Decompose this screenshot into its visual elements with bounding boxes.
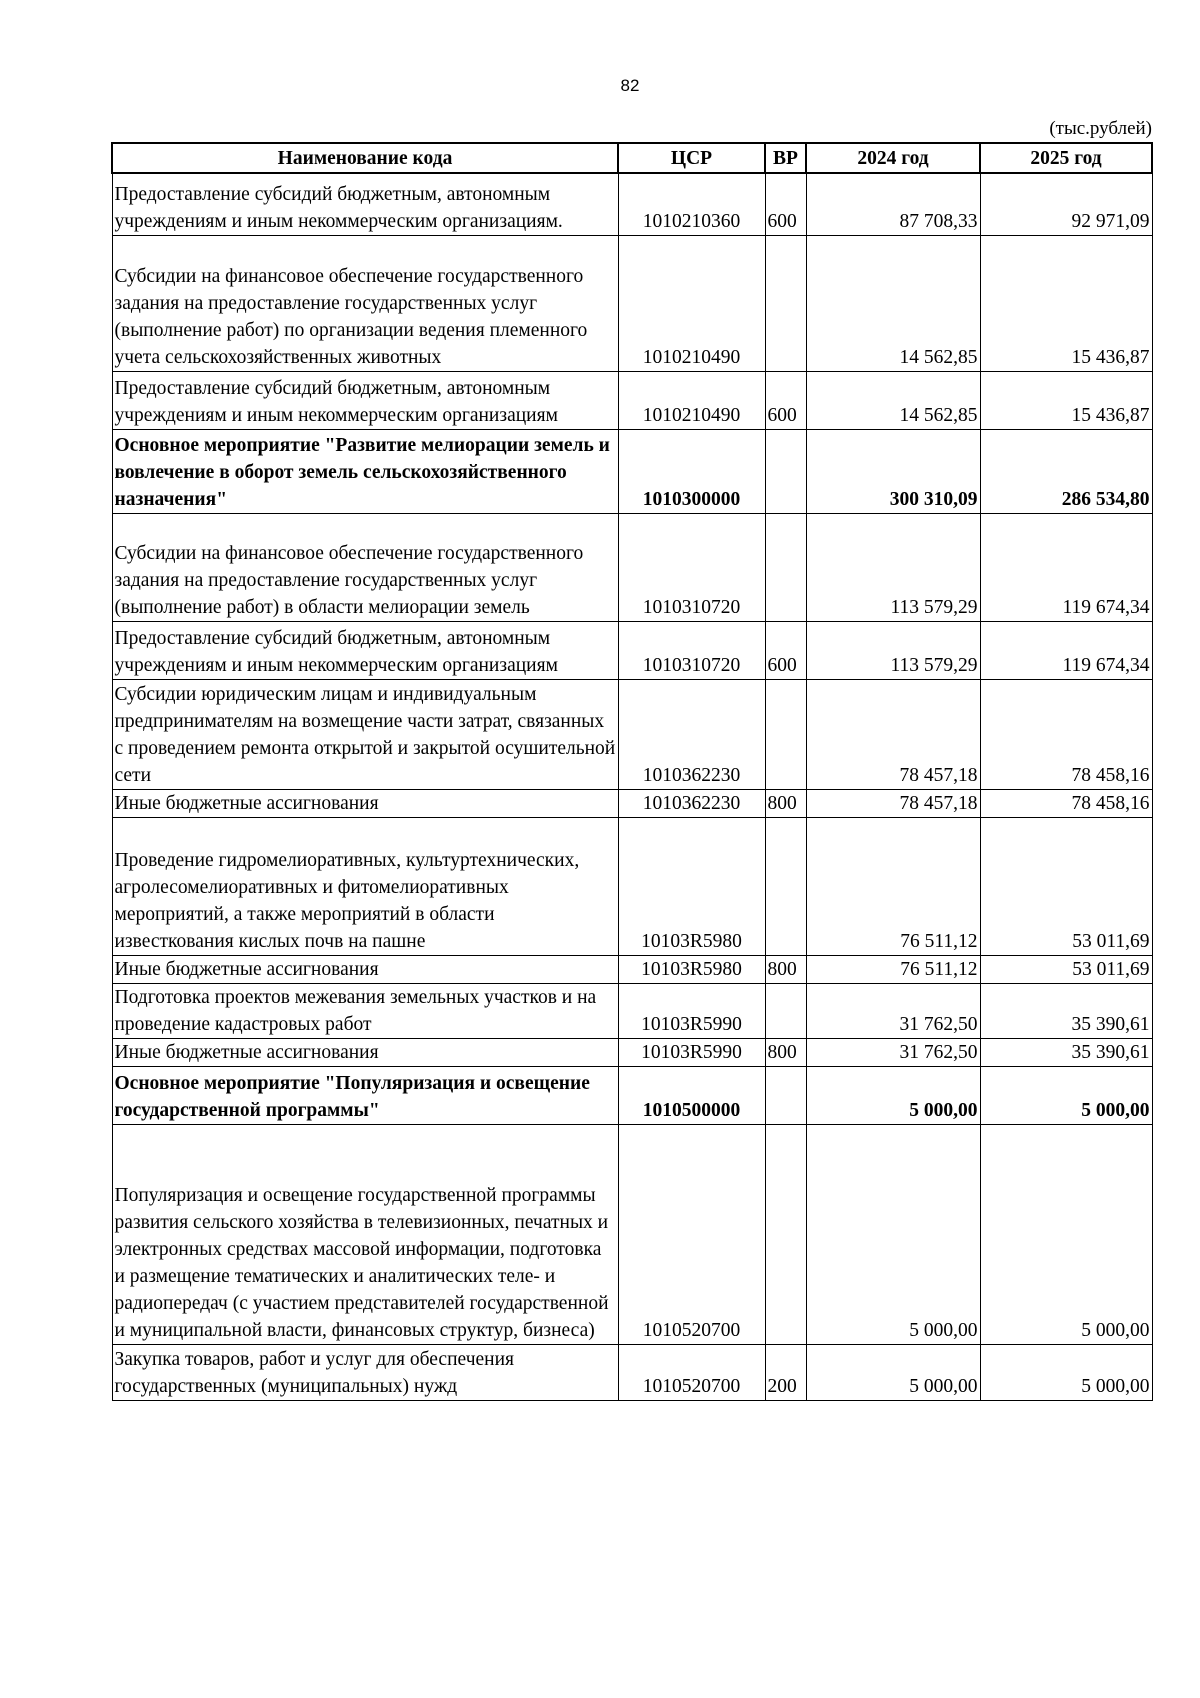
table-row	[112, 513, 1152, 621]
row-name-cell: Популяризация и освещение государственной программы развития сельского хозяйства в телевизионных, печатных и электронных средствах массовой информации, подготовка и размещение тематических и аналитических теле- и радиопередач (с участием представителей государственной и муниципальной власти, финансовых структур, бизнеса)	[112, 1124, 618, 1344]
row-2025-cell: 119 674,34	[980, 513, 1152, 621]
row-csr-cell: 1010210490	[618, 371, 765, 429]
row-vr-cell: 800	[765, 955, 806, 983]
budget-table	[111, 142, 1153, 1401]
header-csr: ЦСР	[618, 143, 765, 173]
header-2024: 2024 год	[806, 143, 980, 173]
row-vr-cell: 600	[765, 621, 806, 679]
row-csr-cell: 10103R5980	[618, 817, 765, 955]
row-name-cell: Иные бюджетные ассигнования	[112, 789, 618, 817]
row-name-cell: Закупка товаров, работ и услуг для обеспечения государственных (муниципальных) нужд	[112, 1344, 618, 1400]
table-row	[112, 235, 1152, 371]
table-row	[112, 371, 1152, 429]
row-2024-cell: 31 762,50	[806, 1038, 980, 1066]
row-csr-cell: 1010210490	[618, 235, 765, 371]
row-vr-cell: 800	[765, 789, 806, 817]
row-2024-cell: 87 708,33	[806, 173, 980, 235]
row-name-cell: Подготовка проектов межевания земельных участков и на проведение кадастровых работ	[112, 983, 618, 1038]
row-vr-cell	[765, 513, 806, 621]
row-2025-cell: 15 436,87	[980, 235, 1152, 371]
row-vr-cell: 600	[765, 173, 806, 235]
row-name-cell: Иные бюджетные ассигнования	[112, 955, 618, 983]
row-name-cell: Субсидии на финансовое обеспечение государственного задания на предоставление государственных услуг (выполнение работ) по организации ведения племенного учета сельскохозяйственных животных	[112, 235, 618, 371]
page-number: 82	[620, 76, 640, 95]
row-vr-cell	[765, 429, 806, 513]
row-2025-cell: 53 011,69	[980, 817, 1152, 955]
table-header-row	[112, 143, 1152, 173]
row-vr-cell	[765, 817, 806, 955]
row-name-cell: Предоставление субсидий бюджетным, автономным учреждениям и иным некоммерческим организациям	[112, 371, 618, 429]
row-2025-cell: 5 000,00	[980, 1066, 1152, 1124]
row-2024-cell: 31 762,50	[806, 983, 980, 1038]
row-vr-cell	[765, 1066, 806, 1124]
row-vr-cell	[765, 1124, 806, 1344]
table-row	[112, 955, 1152, 983]
row-name-cell: Проведение гидромелиоративных, культуртехнических, агролесомелиоративных и фитомелиоративных мероприятий, а также мероприятий в области известкования кислых почв на пашне	[112, 817, 618, 955]
table-row	[112, 817, 1152, 955]
table-row	[112, 429, 1152, 513]
row-2025-cell: 35 390,61	[980, 1038, 1152, 1066]
table-row	[112, 1124, 1152, 1344]
row-vr-cell	[765, 679, 806, 789]
row-2024-cell: 113 579,29	[806, 513, 980, 621]
row-2024-cell: 78 457,18	[806, 679, 980, 789]
row-2024-cell: 76 511,12	[806, 955, 980, 983]
table-row	[112, 789, 1152, 817]
row-2025-cell: 35 390,61	[980, 983, 1152, 1038]
row-2025-cell: 92 971,09	[980, 173, 1152, 235]
table-row	[112, 173, 1152, 235]
row-2024-cell: 78 457,18	[806, 789, 980, 817]
row-name-cell: Субсидии на финансовое обеспечение государственного задания на предоставление государственных услуг (выполнение работ) в области мелиорации земель	[112, 513, 618, 621]
row-2025-cell: 5 000,00	[980, 1124, 1152, 1344]
table-body	[112, 173, 1152, 1400]
row-csr-cell: 1010362230	[618, 679, 765, 789]
row-csr-cell: 10103R5990	[618, 1038, 765, 1066]
row-name-cell: Предоставление субсидий бюджетным, автономным учреждениям и иным некоммерческим организациям.	[112, 173, 618, 235]
row-csr-cell: 1010310720	[618, 621, 765, 679]
row-2024-cell: 76 511,12	[806, 817, 980, 955]
row-csr-cell: 1010520700	[618, 1124, 765, 1344]
row-csr-cell: 1010300000	[618, 429, 765, 513]
header-name: Наименование кода	[112, 143, 618, 173]
row-2025-cell: 5 000,00	[980, 1344, 1152, 1400]
row-2024-cell: 5 000,00	[806, 1066, 980, 1124]
table-row	[112, 679, 1152, 789]
row-vr-cell: 200	[765, 1344, 806, 1400]
table-row	[112, 1344, 1152, 1400]
table-row	[112, 983, 1152, 1038]
row-csr-cell: 1010520700	[618, 1344, 765, 1400]
row-csr-cell: 1010310720	[618, 513, 765, 621]
row-name-cell: Основное мероприятие "Развитие мелиорации земель и вовлечение в оборот земель сельскохозяйственного назначения"	[112, 429, 618, 513]
units-label: (тыс.рублей)	[1049, 118, 1152, 139]
row-name-cell: Основное мероприятие "Популяризация и освещение государственной программы"	[112, 1066, 618, 1124]
table-row	[112, 1038, 1152, 1066]
row-name-cell: Иные бюджетные ассигнования	[112, 1038, 618, 1066]
row-2025-cell: 286 534,80	[980, 429, 1152, 513]
row-csr-cell: 10103R5990	[618, 983, 765, 1038]
row-2025-cell: 119 674,34	[980, 621, 1152, 679]
row-csr-cell: 1010210360	[618, 173, 765, 235]
row-2025-cell: 78 458,16	[980, 789, 1152, 817]
table-row	[112, 1066, 1152, 1124]
row-2025-cell: 53 011,69	[980, 955, 1152, 983]
row-vr-cell: 800	[765, 1038, 806, 1066]
row-2024-cell: 14 562,85	[806, 371, 980, 429]
row-2024-cell: 5 000,00	[806, 1124, 980, 1344]
row-vr-cell	[765, 235, 806, 371]
row-2024-cell: 300 310,09	[806, 429, 980, 513]
header-vr: ВР	[765, 143, 806, 173]
row-2025-cell: 15 436,87	[980, 371, 1152, 429]
row-vr-cell	[765, 983, 806, 1038]
row-vr-cell: 600	[765, 371, 806, 429]
row-csr-cell: 1010362230	[618, 789, 765, 817]
row-2025-cell: 78 458,16	[980, 679, 1152, 789]
row-csr-cell: 10103R5980	[618, 955, 765, 983]
row-2024-cell: 113 579,29	[806, 621, 980, 679]
row-csr-cell: 1010500000	[618, 1066, 765, 1124]
row-name-cell: Субсидии юридическим лицам и индивидуальным предпринимателям на возмещение части затрат, связанных с проведением ремонта открытой и закрытой осушительной сети	[112, 679, 618, 789]
row-2024-cell: 5 000,00	[806, 1344, 980, 1400]
header-2025: 2025 год	[980, 143, 1152, 173]
row-name-cell: Предоставление субсидий бюджетным, автономным учреждениям и иным некоммерческим организациям	[112, 621, 618, 679]
table-row	[112, 621, 1152, 679]
row-2024-cell: 14 562,85	[806, 235, 980, 371]
